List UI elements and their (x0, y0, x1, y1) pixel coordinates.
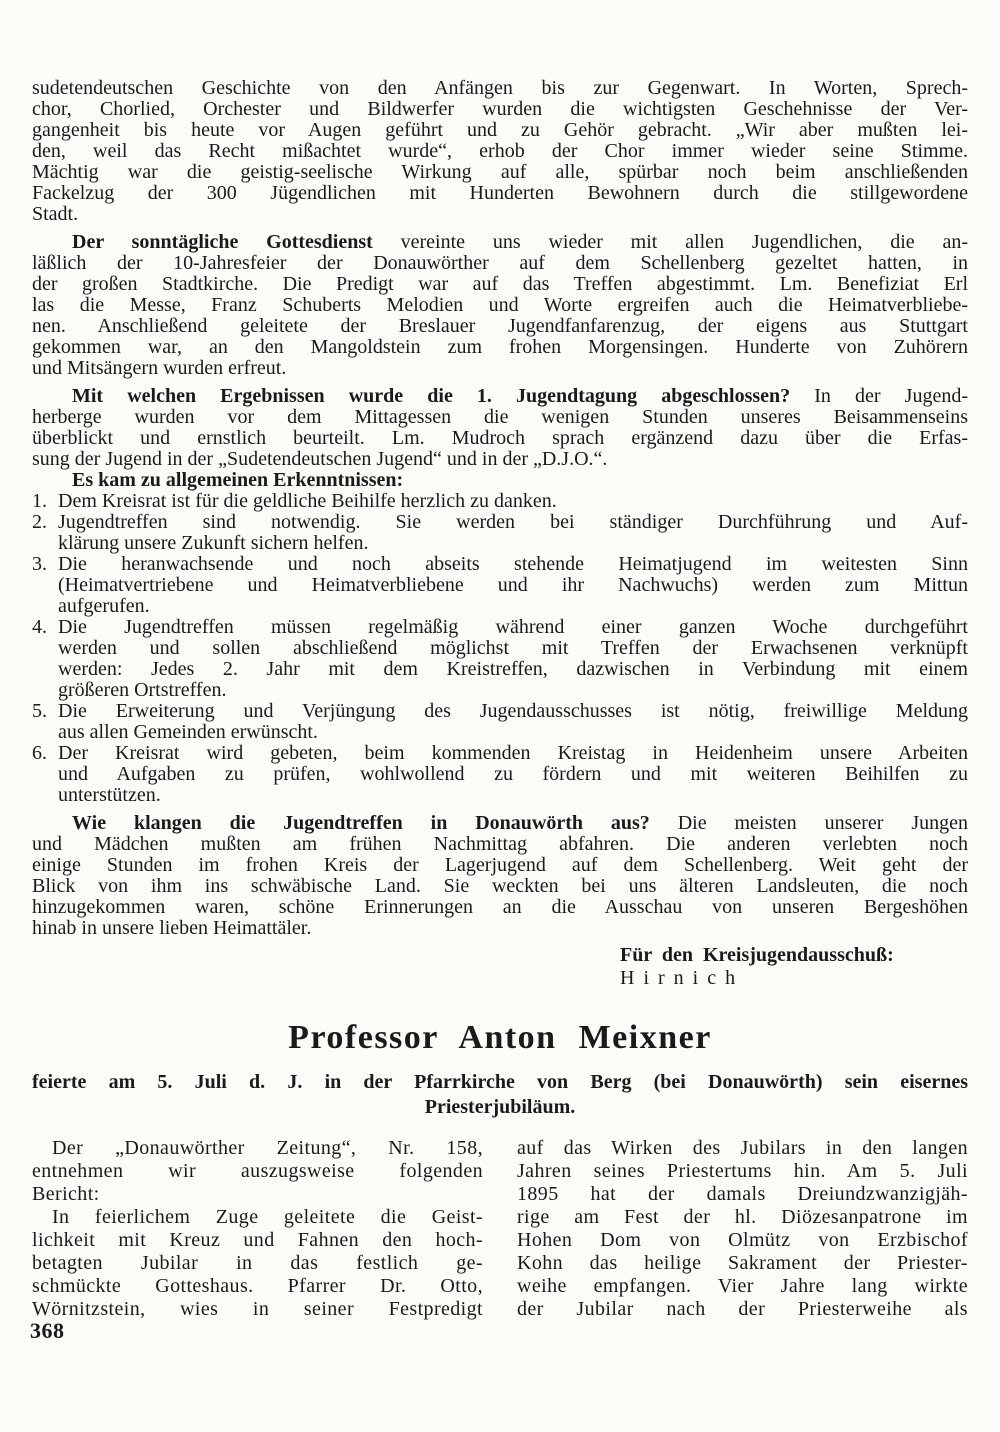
text-line: lichkeit mit Kreuz und Fahnen den hoch- (32, 1229, 483, 1251)
list-item-number: 1. (32, 490, 47, 512)
conclusions-list (32, 491, 968, 806)
text-line: der großen Stadtkirche. Die Predigt war auf das Treffen abgestimmt. Lm. Benefiziat Erl (32, 273, 968, 295)
paragraph-donauwoerth (32, 813, 968, 939)
text-line: überblickt und ernstlich beurteilt. Lm. Mudroch sprach ergänzend dazu über die Erfas- (32, 427, 968, 449)
text-line: Die heranwachsende und noch abseits stehende Heimatjugend im weitesten Sinn (58, 553, 968, 575)
list-item-number: 6. (32, 742, 47, 764)
text-line: rige am Fest der hl. Diözesanpatrone im (517, 1206, 968, 1228)
text-line: In feierlichem Zuge geleitete die Geist- (52, 1206, 483, 1228)
text-line: schmückte Gotteshaus. Pfarrer Dr. Otto, (32, 1275, 483, 1297)
text-line: Der Kreisrat wird gebeten, beim kommenden Kreistag in Heidenheim unsere Arbeiten (58, 742, 968, 764)
signature-block (620, 945, 968, 989)
column-right (517, 1137, 968, 1321)
list-item-number: 5. (32, 700, 47, 722)
list-item-text (58, 617, 968, 701)
text-line: den, weil das Recht mißachtet wurde“, erhob der Chor immer wieder seine Stimme. (32, 140, 968, 162)
text-line: werden und sollen abschließend möglichst mit Treffen der Erwachsenen verknüpft (58, 637, 968, 659)
list-item (32, 701, 968, 743)
text-line: Stadt. (32, 203, 79, 225)
text-line: einige Stunden im frohen Kreis der Lagerjugend auf dem Schellenberg. Weit geht der (32, 854, 968, 876)
signature-for-line: Für den Kreisjugendausschuß: (620, 944, 894, 966)
continuation-paragraph (32, 78, 968, 225)
two-column-section (32, 1137, 968, 1321)
list-item-number: 3. (32, 553, 47, 575)
list-item (32, 743, 968, 806)
paragraph-jugendtagung (32, 386, 968, 470)
text-line: chor, Chorlied, Orchester und Bildwerfer wurden die wichtigsten Geschehnisse der Ver- (32, 98, 968, 120)
list-item (32, 512, 968, 554)
text-line: läßlich der 10-Jahresfeier der Donauwörther auf dem Schellenberg gezeltet hatten, in (32, 252, 968, 274)
text-line: klärung unsere Zukunft sichern helfen. (58, 532, 369, 554)
text-line: Die Erweiterung und Verjüngung des Jugendausschusses ist nötig, freiwillige Meldung (58, 700, 968, 722)
text-line: gekommen war, an den Mangoldstein zum frohen Morgensingen. Hunderte von Zuhörern (32, 336, 968, 358)
column-left (32, 1137, 483, 1321)
text-line: Mächtig war die geistig-seelische Wirkung auf alle, spürbar noch beim anschließenden (32, 161, 968, 183)
text-line: Dem Kreisrat ist für die geldliche Beihilfe herzlich zu danken. (58, 490, 557, 512)
article-subtitle-line1: feierte am 5. Juli d. J. in der Pfarrkirche von Berg (bei Donauwörth) sein eisernes (32, 1071, 968, 1093)
text-line: auf das Wirken des Jubilars in den langen (517, 1137, 968, 1159)
text-line: Mit welchen Ergebnissen wurde die 1. Jugendtagung abgeschlossen? In der Jugend- (72, 385, 968, 407)
text-line: herberge wurden vor dem Mittagessen die wenigen Stunden unseres Beisammenseins (32, 406, 968, 428)
list-item-number: 2. (32, 511, 47, 533)
list-item-text (58, 512, 968, 554)
heading-erkenntnisse (32, 470, 968, 491)
signature-name: Hirnich (620, 967, 745, 989)
text-line: hinab in unsere lieben Heimattäler. (32, 917, 312, 939)
text-line: und Mädchen mußten am frühen Nachmittag abfahren. Die anderen verlebten noch (32, 833, 968, 855)
text-line: Fackelzug der 300 Jügendlichen mit Hunderten Bewohnern durch die stillgewordene (32, 182, 968, 204)
list-item (32, 491, 968, 512)
list-item-number: 4. (32, 616, 47, 638)
page-content (32, 78, 968, 1321)
text-line: gangenheit bis heute vor Augen geführt und zu Gehör gebracht. „Wir aber mußten lei- (32, 119, 968, 141)
text-line: Wörnitzstein, wies in seiner Festpredigt (32, 1298, 483, 1320)
text-line: größeren Ortstreffen. (58, 679, 227, 701)
text-line: (Heimatvertriebene und Heimatverbliebene und ihr Nachwuchs) werden zum Mittun (58, 574, 968, 596)
page-number: 368 (30, 1318, 65, 1343)
text-line: Die Jugendtreffen müssen regelmäßig während einer ganzen Woche durchgeführt (58, 616, 968, 638)
text-line: entnehmen wir auszugsweise folgenden (32, 1160, 483, 1182)
text-line: nen. Anschließend geleitete der Breslauer Jugendfanfarenzug, der eigens aus Stuttgart (32, 315, 968, 337)
text-line: 1895 hat der damals Dreiundzwanzigjäh- (517, 1183, 968, 1205)
article-subtitle-line2: Priesterjubiläum. (424, 1096, 576, 1118)
text-line: Hohen Dom von Olmütz von Erzbischof (517, 1229, 968, 1251)
list-item (32, 554, 968, 617)
text-line: sudetendeutschen Geschichte von den Anfängen bis zur Gegenwart. In Worten, Sprech- (32, 77, 968, 99)
text-line: Wie klangen die Jugendtreffen in Donauwörth aus? Die meisten unserer Jungen (72, 812, 968, 834)
text-line: las die Messe, Franz Schuberts Melodien und Worte ergreifen auch die Heimatverbliebe- (32, 294, 968, 316)
text-line: Es kam zu allgemeinen Erkenntnissen: (72, 469, 404, 491)
text-line: Jahren seines Priestertums hin. Am 5. Juli (517, 1160, 968, 1182)
text-line: und Mitsängern wurden erfreut. (32, 357, 287, 379)
text-line: Jugendtreffen sind notwendig. Sie werden bei ständiger Durchführung und Auf- (58, 511, 968, 533)
text-line: weihe empfangen. Vier Jahre lang wirkte (517, 1275, 968, 1297)
text-line: Der „Donauwörther Zeitung“, Nr. 158, (52, 1137, 483, 1159)
list-item (32, 617, 968, 701)
list-item-text (58, 701, 968, 743)
paragraph-gottesdienst (32, 232, 968, 379)
list-item-text (58, 554, 968, 617)
text-line: unterstützen. (58, 784, 161, 806)
text-line: und Aufgaben zu prüfen, wohlwollend zu fördern und mit weiteren Beihilfen zu (58, 763, 968, 785)
text-line: Der sonntägliche Gottesdienst vereinte uns wieder mit allen Jugendlichen, die an- (72, 231, 968, 253)
text-line: Blick von ihm ins schwäbische Land. Sie weckten bei uns älteren Landsleuten, die noch (32, 875, 968, 897)
list-item-text (58, 491, 968, 512)
text-line: aus allen Gemeinden erwünscht. (58, 721, 318, 743)
text-line: hinzugekommen waren, schöne Erinnerungen an die Ausschau von unseren Bergeshöhen (32, 896, 968, 918)
text-line: Kohn das heilige Sakrament der Priester- (517, 1252, 968, 1274)
text-line: aufgerufen. (58, 595, 150, 617)
article-title: Professor Anton Meixner (288, 1019, 712, 1056)
list-item-text (58, 743, 968, 806)
text-line: werden: Jedes 2. Jahr mit dem Kreistreffen, dazwischen in Verbindung mit einem (58, 658, 968, 680)
text-line: sung der Jugend in der „Sudetendeutschen Jugend“ und in der „D.J.O.“. (32, 448, 608, 470)
text-line: der Jubilar nach der Priesterweihe als (517, 1298, 968, 1320)
text-line: betagten Jubilar in das festlich ge- (32, 1252, 483, 1274)
text-line: Bericht: (32, 1183, 100, 1205)
